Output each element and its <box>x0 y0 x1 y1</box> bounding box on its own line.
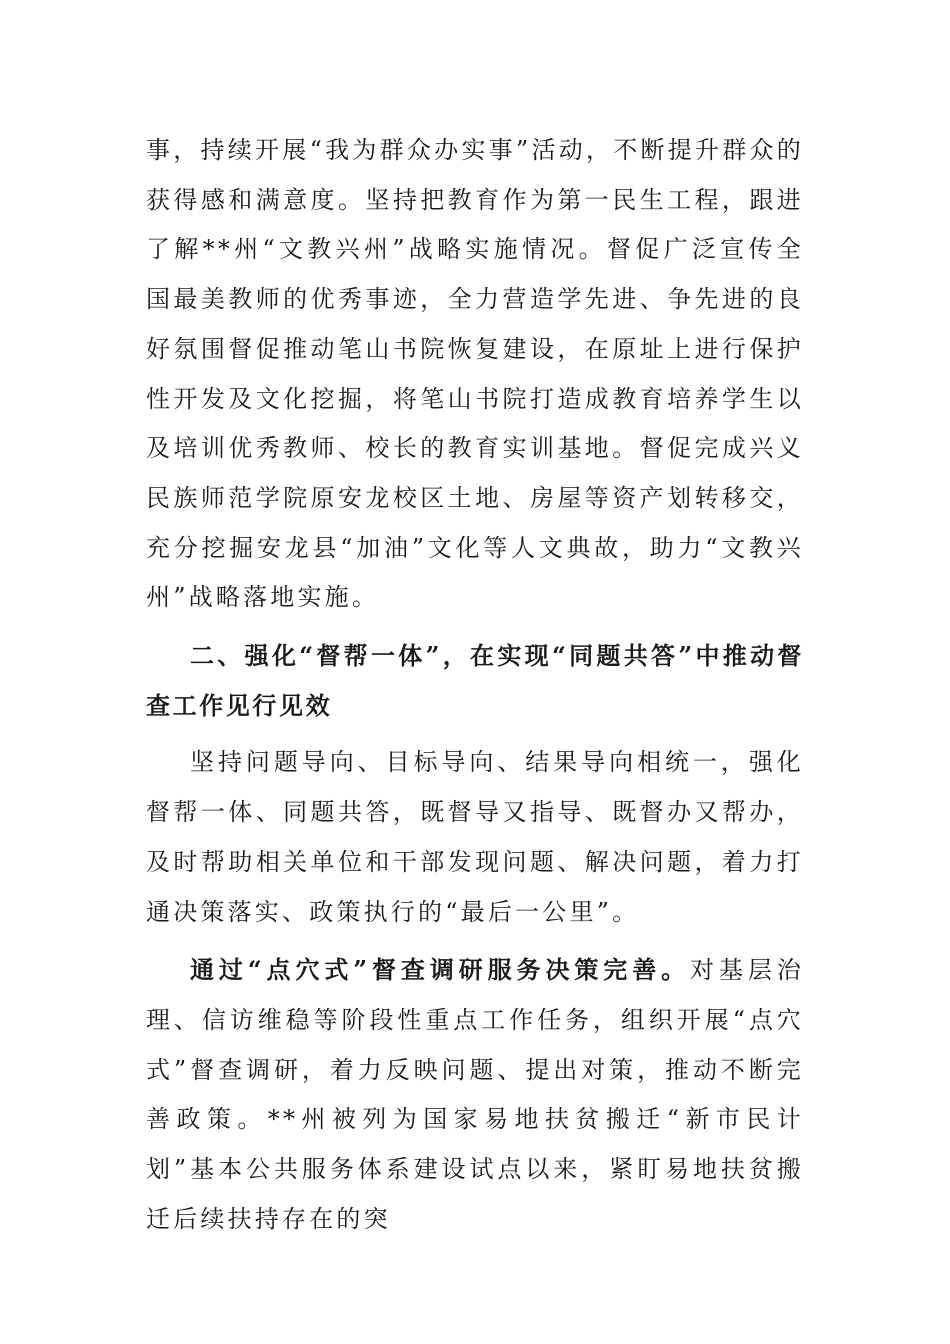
document-page <box>146 126 804 1244</box>
section-heading-2: 二、强化“督帮一体”，在实现“同题共答”中推动督查工作见行见效 <box>146 641 804 720</box>
paragraph-continuation: 事，持续开展“我为群众办实事”活动，不断提升群众的获得感和满意度。坚持把教育作为第一民生工程，跟进了解**州“文教兴州”战略实施情况。督促广泛宣传全国最美教师的优秀事迹，全力营造学先进、争先进的良好氛围督促推动笔山书院恢复建设，在原址上进行保护性开发及文化挖掘，将笔山书院打造成教育培养学生以及培训优秀教师、校长的教育实训基地。督促完成兴义民族师范学院原安龙校区土地、房屋等资产划转移交，充分挖掘安龙县“加油”文化等人文典故，助力“文教兴州”战略落地实施。 <box>146 136 804 612</box>
paragraph-body-text: 对基层治理、信访维稳等阶段性重点工作任务，组织开展“点穴式”督查调研，着力反映问题、提出对策，推动不断完善政策。**州被列为国家易地扶贫搬迁“新市民计划”基本公共服务体系建设试点以来，紧盯易地扶贫搬迁后续扶持存在的突 <box>146 956 804 1233</box>
paragraph-lead-sentence: 通过“点穴式”督查调研服务决策完善。 <box>190 955 691 985</box>
paragraph-principles: 坚持问题导向、目标导向、结果导向相统一，强化督帮一体、同题共答，既督导又指导、既督办又帮办，及时帮助相关单位和干部发现问题、解决问题，着力打通决策落实、政策执行的“最后一公里”。 <box>146 748 804 926</box>
paragraph-acupoint-inspection <box>146 945 804 1244</box>
